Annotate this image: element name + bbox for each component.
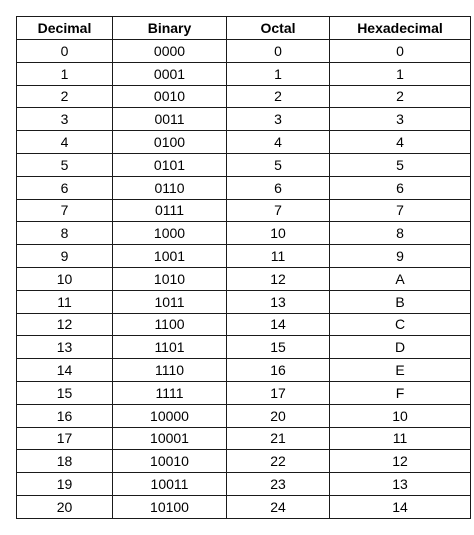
cell-binary: 0100 — [113, 131, 227, 154]
cell-decimal: 18 — [17, 450, 113, 473]
cell-binary: 0000 — [113, 40, 227, 63]
cell-binary: 1100 — [113, 313, 227, 336]
cell-binary: 10010 — [113, 450, 227, 473]
cell-octal: 1 — [227, 62, 330, 85]
cell-hexadecimal: 4 — [330, 131, 471, 154]
cell-hexadecimal: 6 — [330, 176, 471, 199]
cell-decimal: 3 — [17, 108, 113, 131]
table-row — [17, 450, 471, 473]
cell-hexadecimal: 11 — [330, 427, 471, 450]
cell-octal: 2 — [227, 85, 330, 108]
cell-binary: 10001 — [113, 427, 227, 450]
cell-decimal: 5 — [17, 153, 113, 176]
cell-decimal: 10 — [17, 267, 113, 290]
cell-hexadecimal: 2 — [330, 85, 471, 108]
cell-decimal: 13 — [17, 336, 113, 359]
table-row — [17, 131, 471, 154]
table-row — [17, 199, 471, 222]
cell-hexadecimal: 8 — [330, 222, 471, 245]
table-row — [17, 153, 471, 176]
header-row — [17, 17, 471, 40]
cell-binary: 1101 — [113, 336, 227, 359]
cell-decimal: 1 — [17, 62, 113, 85]
cell-hexadecimal: 14 — [330, 495, 471, 518]
table-header — [17, 17, 471, 40]
cell-octal: 13 — [227, 290, 330, 313]
cell-hexadecimal: 13 — [330, 473, 471, 496]
table-row — [17, 40, 471, 63]
cell-decimal: 20 — [17, 495, 113, 518]
table-row — [17, 336, 471, 359]
cell-binary: 0001 — [113, 62, 227, 85]
table-row — [17, 62, 471, 85]
cell-octal: 12 — [227, 267, 330, 290]
cell-decimal: 15 — [17, 381, 113, 404]
cell-hexadecimal: D — [330, 336, 471, 359]
cell-hexadecimal: 1 — [330, 62, 471, 85]
table-row — [17, 495, 471, 518]
cell-octal: 17 — [227, 381, 330, 404]
cell-hexadecimal: 12 — [330, 450, 471, 473]
cell-binary: 0111 — [113, 199, 227, 222]
cell-hexadecimal: F — [330, 381, 471, 404]
cell-binary: 10100 — [113, 495, 227, 518]
table-row — [17, 176, 471, 199]
cell-octal: 7 — [227, 199, 330, 222]
table-row — [17, 222, 471, 245]
cell-octal: 23 — [227, 473, 330, 496]
cell-hexadecimal: 10 — [330, 404, 471, 427]
cell-binary: 1011 — [113, 290, 227, 313]
cell-hexadecimal: 9 — [330, 245, 471, 268]
cell-octal: 14 — [227, 313, 330, 336]
cell-hexadecimal: 5 — [330, 153, 471, 176]
table-row — [17, 267, 471, 290]
cell-octal: 4 — [227, 131, 330, 154]
cell-decimal: 2 — [17, 85, 113, 108]
header-octal: Octal — [227, 17, 330, 40]
table-row — [17, 381, 471, 404]
cell-hexadecimal: 7 — [330, 199, 471, 222]
cell-octal: 22 — [227, 450, 330, 473]
table-row — [17, 108, 471, 131]
cell-decimal: 7 — [17, 199, 113, 222]
cell-binary: 1001 — [113, 245, 227, 268]
cell-octal: 0 — [227, 40, 330, 63]
cell-octal: 6 — [227, 176, 330, 199]
cell-binary: 0011 — [113, 108, 227, 131]
table-row — [17, 473, 471, 496]
cell-hexadecimal: A — [330, 267, 471, 290]
cell-octal: 16 — [227, 359, 330, 382]
table-row — [17, 359, 471, 382]
cell-hexadecimal: 0 — [330, 40, 471, 63]
cell-decimal: 8 — [17, 222, 113, 245]
table-body — [17, 40, 471, 519]
cell-octal: 15 — [227, 336, 330, 359]
cell-octal: 3 — [227, 108, 330, 131]
cell-binary: 0010 — [113, 85, 227, 108]
cell-decimal: 4 — [17, 131, 113, 154]
cell-hexadecimal: 3 — [330, 108, 471, 131]
table-row — [17, 427, 471, 450]
cell-octal: 20 — [227, 404, 330, 427]
number-conversion-table — [16, 16, 471, 519]
table-row — [17, 290, 471, 313]
cell-binary: 0110 — [113, 176, 227, 199]
cell-binary: 10011 — [113, 473, 227, 496]
cell-decimal: 9 — [17, 245, 113, 268]
cell-binary: 1010 — [113, 267, 227, 290]
cell-binary: 1111 — [113, 381, 227, 404]
cell-decimal: 16 — [17, 404, 113, 427]
table-row — [17, 404, 471, 427]
header-hexadecimal: Hexadecimal — [330, 17, 471, 40]
cell-hexadecimal: C — [330, 313, 471, 336]
header-binary: Binary — [113, 17, 227, 40]
cell-decimal: 12 — [17, 313, 113, 336]
cell-binary: 1000 — [113, 222, 227, 245]
cell-decimal: 19 — [17, 473, 113, 496]
cell-binary: 0101 — [113, 153, 227, 176]
cell-decimal: 11 — [17, 290, 113, 313]
cell-hexadecimal: E — [330, 359, 471, 382]
cell-decimal: 6 — [17, 176, 113, 199]
cell-binary: 10000 — [113, 404, 227, 427]
table-row — [17, 245, 471, 268]
cell-decimal: 17 — [17, 427, 113, 450]
cell-octal: 11 — [227, 245, 330, 268]
cell-decimal: 0 — [17, 40, 113, 63]
cell-hexadecimal: B — [330, 290, 471, 313]
header-decimal: Decimal — [17, 17, 113, 40]
cell-decimal: 14 — [17, 359, 113, 382]
cell-octal: 24 — [227, 495, 330, 518]
table-row — [17, 85, 471, 108]
cell-binary: 1110 — [113, 359, 227, 382]
cell-octal: 10 — [227, 222, 330, 245]
cell-octal: 5 — [227, 153, 330, 176]
table-row — [17, 313, 471, 336]
cell-octal: 21 — [227, 427, 330, 450]
